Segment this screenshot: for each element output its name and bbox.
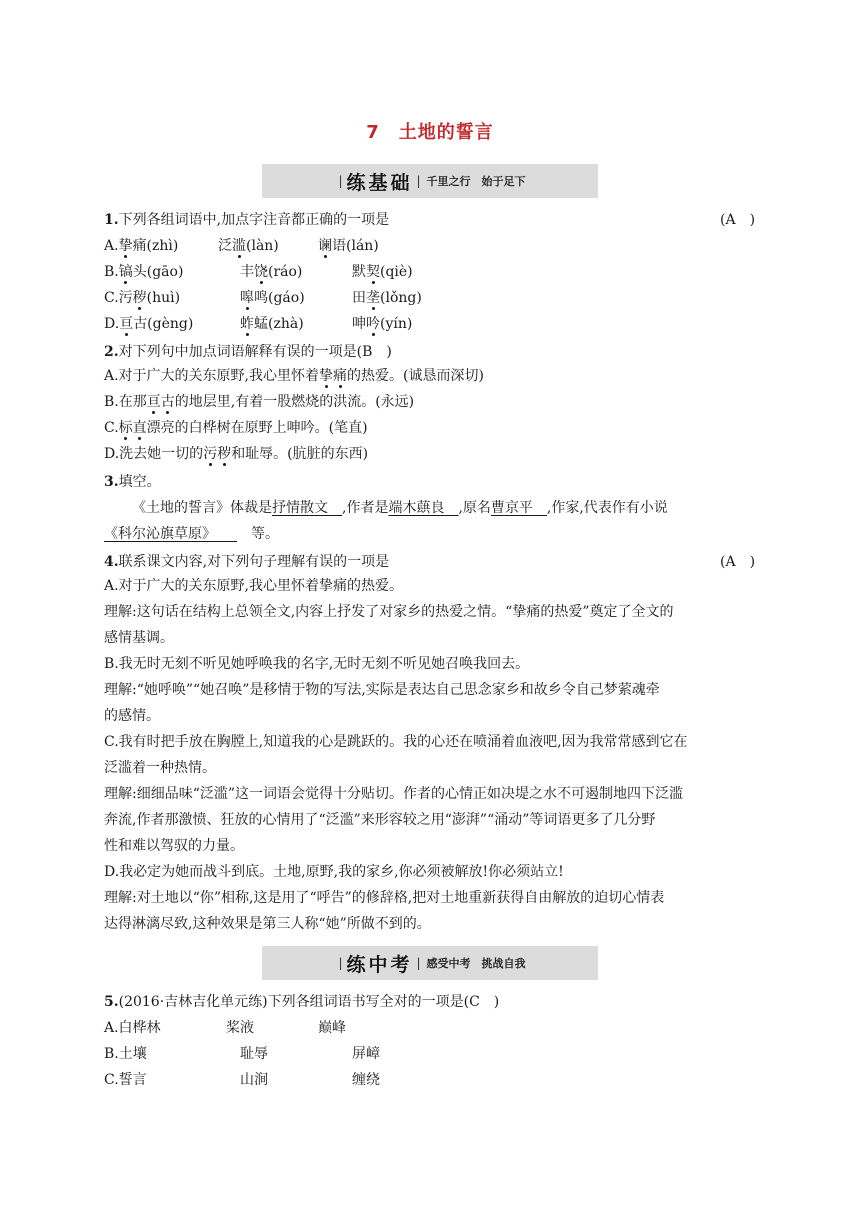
question-number: 2. bbox=[104, 344, 119, 360]
question-4-line: C.我有时把手放在胸膛上,知道我的心是跳跃的。我的心还在喷涌着血液吧,因为我常常感到它在 bbox=[104, 734, 688, 750]
banner-title: 练中考 bbox=[346, 953, 413, 976]
q5-option-c-word-2: 山涧 bbox=[240, 1072, 268, 1088]
question-text: (2016·吉林吉化单元练)下列各组词语书写全对的一项是(C ) bbox=[118, 994, 500, 1010]
option-d-word-1: D.亘古(gèng) bbox=[104, 316, 194, 332]
blank-original-name: 曹京平 bbox=[490, 500, 533, 516]
banner-divider: | bbox=[416, 174, 421, 188]
option-a-word-1: A.挚痛(zhì) bbox=[104, 238, 179, 254]
option-c-word-3: 田垄(lǒng) bbox=[352, 290, 422, 306]
question-1-stem bbox=[104, 210, 389, 230]
q5-option-b-word-3: 屏嶂 bbox=[352, 1046, 380, 1062]
question-5-stem bbox=[104, 992, 499, 1012]
banner-title: 练基础 bbox=[346, 171, 413, 194]
question-text: 对下列句中加点词语解释有误的一项是(B ) bbox=[118, 344, 392, 360]
question-4-line: 理解:这句话在结构上总领全文,内容上抒发了对家乡的热爱之情。“挚痛的热爱”奠定了全文的 bbox=[104, 604, 674, 620]
banner-slogan: 千里之行 始于足下 bbox=[426, 175, 526, 188]
question-4-line: A.对于广大的关东原野,我心里怀着挚痛的热爱。 bbox=[104, 578, 404, 594]
question-4-line: B.我无时无刻不听见她呼唤我的名字,无时无刻不听见她召唤我回去。 bbox=[104, 656, 530, 672]
q5-option-b-word-1: B.土壤 bbox=[104, 1046, 147, 1062]
q5-option-a-word-3: 巅峰 bbox=[318, 1020, 346, 1036]
question-4-line: 的感情。 bbox=[104, 708, 160, 724]
question-4-line: 理解:对土地以“你”相称,这是用了“呼告”的修辞格,把对土地重新获得自由解放的迫切心情表 bbox=[104, 890, 665, 906]
question-4-answer: (A ) bbox=[720, 554, 756, 570]
question-1-answer: (A ) bbox=[720, 212, 756, 228]
question-number: 5. bbox=[104, 994, 119, 1010]
option-c-word-2: 嗥鸣(gáo) bbox=[240, 290, 305, 306]
question-text: 联系课文内容,对下列句子理解有误的一项是 bbox=[118, 554, 390, 570]
banner-divider: | bbox=[338, 174, 343, 188]
question-number: 4. bbox=[104, 554, 119, 570]
banner-divider: | bbox=[338, 956, 343, 970]
question-4-line: 泛滥着一种热情。 bbox=[104, 760, 216, 776]
banner-divider: | bbox=[416, 956, 421, 970]
q5-option-a-word-2: 桨液 bbox=[226, 1020, 254, 1036]
blank-genre: 抒情散文 bbox=[272, 500, 328, 516]
banner-slogan: 感受中考 挑战自我 bbox=[426, 957, 526, 970]
option-a-word-3: 谰语(lán) bbox=[318, 238, 379, 254]
question-number: 1. bbox=[104, 212, 119, 228]
question-4-line: 奔流,作者那激愤、狂放的心情用了“泛滥”来形容较之用“澎湃”“涌动”等词语更多了几分野 bbox=[104, 812, 656, 828]
question-4-line: 性和难以驾驭的力量。 bbox=[104, 838, 244, 854]
question-text: 填空。 bbox=[118, 474, 161, 490]
q5-option-c-word-3: 缠绕 bbox=[352, 1072, 380, 1088]
question-4-line: 理解:“她呼唤”“她召唤”是移情于物的写法,实际是表达自己思念家乡和故乡令自己梦萦魂牵 bbox=[104, 682, 660, 698]
option-d-word-3: 呻吟(yín) bbox=[352, 316, 413, 332]
question-3-fill-line-1: 《土地的誓言》体裁是抒情散文 ,作者是端木蕻良 ,原名曹京平 ,作家,代表作有小说 bbox=[132, 500, 668, 516]
q5-option-b-word-2: 耻辱 bbox=[240, 1046, 268, 1062]
section-banner-basics bbox=[262, 164, 598, 198]
question-4-line: 理解:细细品味“泛滥”这一词语会觉得十分贴切。作者的心情正如决堤之水不可遏制地四下泛滥 bbox=[104, 786, 684, 802]
blank-masterpiece: 《科尔沁旗草原》 bbox=[104, 526, 209, 542]
question-4-line: 感情基调。 bbox=[104, 630, 174, 646]
option-a-word-2: 泛滥(làn) bbox=[218, 238, 279, 254]
question-2-option-d: D.洗去她一切的污秽和耻辱。(肮脏的东西) bbox=[104, 446, 369, 462]
option-b-word-2: 丰饶(ráo) bbox=[240, 264, 303, 280]
question-2-option-b: B.在那亘古的地层里,有着一股燃烧的洪流。(永远) bbox=[104, 394, 415, 410]
option-b-word-1: B.镐头(gāo) bbox=[104, 264, 184, 280]
question-3-stem bbox=[104, 472, 161, 492]
section-banner-exam bbox=[262, 946, 598, 980]
option-c-word-1: C.污秽(huì) bbox=[104, 290, 181, 306]
option-d-word-2: 蚱蜢(zhà) bbox=[240, 316, 304, 332]
question-2-option-c: C.标直漂亮的白桦树在原野上呻吟。(笔直) bbox=[104, 420, 368, 436]
question-2-stem bbox=[104, 342, 392, 362]
option-b-word-3: 默契(qiè) bbox=[352, 264, 413, 280]
q5-option-c-word-1: C.誓言 bbox=[104, 1072, 147, 1088]
question-2-option-a: A.对于广大的关东原野,我心里怀着挚痛的热爱。(诚恳而深切) bbox=[104, 368, 484, 384]
q5-option-a-word-1: A.白桦林 bbox=[104, 1020, 161, 1036]
question-number: 3. bbox=[104, 474, 119, 490]
question-4-stem bbox=[104, 552, 389, 572]
question-3-fill-line-2: 《科尔沁旗草原》 等。 bbox=[104, 526, 279, 542]
question-4-line: D.我必定为她而战斗到底。土地,原野,我的家乡,你必须被解放!你必须站立! bbox=[104, 864, 564, 880]
page-title: 7 土地的誓言 bbox=[366, 122, 494, 143]
question-text: 下列各组词语中,加点字注音都正确的一项是 bbox=[118, 212, 390, 228]
blank-author: 端木蕻良 bbox=[388, 500, 445, 516]
question-4-line: 达得淋漓尽致,这种效果是第三人称“她”所做不到的。 bbox=[104, 916, 431, 932]
